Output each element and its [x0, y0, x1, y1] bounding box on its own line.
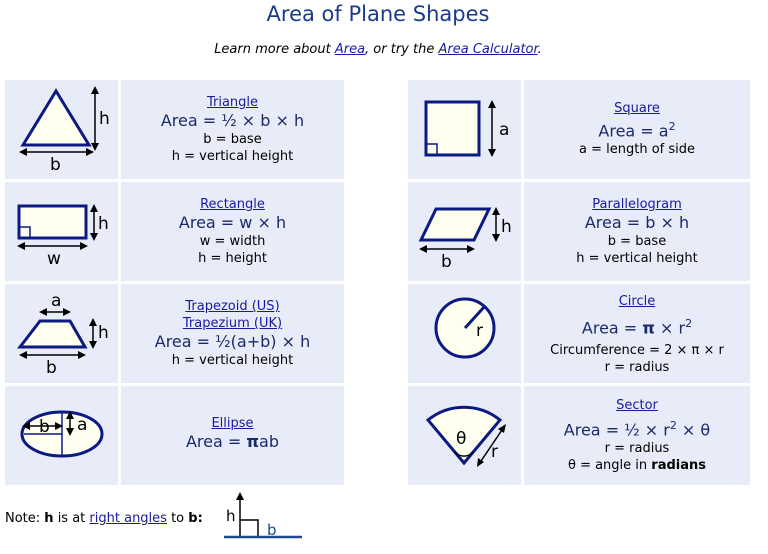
square-figure-cell — [408, 80, 521, 179]
ellipse-figure-cell — [5, 386, 118, 485]
circle-circumference: Circumference = 2 × π × r — [550, 343, 724, 359]
trapezoid-text-cell — [121, 284, 344, 383]
sector-text-cell — [524, 386, 750, 485]
rectangle-figure-cell — [5, 182, 118, 281]
h-label: h — [98, 323, 109, 343]
circle-formula-pre: Area = — [581, 318, 643, 338]
triangle-link[interactable]: Triangle — [206, 95, 259, 110]
parallelogram-link[interactable]: Parallelogram — [592, 197, 682, 212]
rectangle-icon — [5, 182, 118, 281]
circle-formula-post: × r — [654, 318, 686, 338]
circle-icon — [408, 284, 521, 383]
pi-symbol: π — [642, 318, 655, 338]
a-label: a — [77, 415, 88, 435]
sector-desc-radius: r = radius — [604, 441, 670, 457]
trapezium-link[interactable]: Trapezium (UK) — [182, 316, 283, 331]
rectangle-text-cell — [121, 182, 344, 281]
note — [5, 511, 203, 526]
square-desc-side: a = length of side — [579, 142, 695, 158]
h-label: h — [501, 217, 512, 237]
sector-icon — [408, 386, 521, 485]
note-fig-b-label: b — [267, 521, 277, 539]
circle-link[interactable]: Circle — [618, 294, 656, 309]
note-to: to — [166, 511, 189, 526]
ellipse-link[interactable]: Ellipse — [211, 416, 254, 431]
sector-formula — [524, 416, 750, 440]
h-label: h — [99, 109, 110, 129]
ellipse-icon — [5, 386, 118, 485]
parallelogram-desc-base: b = base — [607, 234, 667, 249]
a-label: a — [499, 120, 510, 140]
theta-label: θ — [456, 429, 467, 449]
r-label: r — [476, 321, 483, 341]
circle-figure-cell — [408, 284, 521, 383]
sector-formula-exponent: 2 — [669, 419, 677, 432]
parallelogram-desc-height: h = vertical height — [576, 251, 698, 266]
sector-formula-post: × θ — [676, 420, 711, 440]
ellipse-formula — [121, 432, 344, 452]
circle-text-cell — [524, 284, 750, 383]
sector-desc-angle-text: θ = angle in — [567, 458, 652, 474]
sector-formula-base: Area = ½ × r — [563, 420, 670, 440]
rectangle-desc-height: h = height — [198, 251, 267, 266]
trapezoid-link[interactable]: Trapezoid (US) — [185, 299, 280, 314]
triangle-desc-height: h = vertical height — [171, 149, 294, 164]
square-formula — [524, 117, 750, 141]
b-label: b — [50, 155, 61, 175]
sector-link[interactable]: Sector — [616, 398, 658, 413]
square-icon — [408, 80, 521, 179]
circle-formula-exponent: 2 — [685, 317, 693, 330]
ellipse-formula-pre: Area = — [185, 432, 247, 451]
square-text-cell — [524, 80, 750, 179]
sector-desc-angle — [524, 457, 750, 474]
note-prefix: Note: — [5, 511, 45, 526]
h-label: h — [98, 214, 109, 234]
r-label: r — [491, 442, 498, 462]
trapezoid-icon — [5, 284, 118, 383]
right-angle-icon — [222, 490, 304, 542]
a-label: a — [51, 291, 62, 311]
pi-symbol: π — [246, 432, 260, 451]
sector-desc-radians: radians — [651, 458, 706, 474]
ellipse-text-cell — [121, 386, 344, 485]
page-title: Area of Plane Shapes — [266, 2, 490, 26]
note-colon: : — [197, 511, 203, 526]
area-link[interactable]: Area — [334, 42, 366, 57]
sector-figure-cell — [408, 386, 521, 485]
parallelogram-icon — [408, 182, 521, 281]
trapezoid-figure-cell — [5, 284, 118, 383]
subtitle-text-mid: , or try the — [365, 42, 439, 57]
trapezoid-formula: Area = ½(a+b) × h — [154, 332, 311, 351]
square-link[interactable]: Square — [614, 101, 660, 116]
b-label: b — [39, 417, 50, 437]
area-calculator-link[interactable]: Area Calculator — [438, 42, 538, 57]
note-h: h — [44, 511, 54, 526]
square-formula-base: Area = a — [598, 121, 669, 141]
square-formula-exponent: 2 — [668, 120, 676, 133]
circle-formula — [524, 314, 750, 338]
w-label: w — [47, 249, 61, 269]
note-mid: is at — [53, 511, 90, 526]
right-angles-link[interactable]: right angles — [89, 511, 167, 526]
subtitle-text: Learn more about — [214, 42, 335, 57]
b-label: b — [441, 252, 452, 272]
triangle-formula: Area = ½ × b × h — [160, 111, 305, 130]
triangle-text-cell — [121, 80, 344, 179]
note-b: b — [188, 511, 198, 526]
triangle-desc-base: b = base — [203, 132, 262, 147]
trapezoid-desc-height: h = vertical height — [171, 353, 294, 368]
rectangle-link[interactable]: Rectangle — [200, 197, 265, 212]
ellipse-formula-post: ab — [259, 432, 280, 451]
note-fig-h-label: h — [226, 507, 236, 525]
rectangle-desc-width: w = width — [199, 234, 266, 249]
rectangle-formula: Area = w × h — [178, 213, 287, 232]
parallelogram-formula: Area = b × h — [584, 213, 690, 232]
subtitle — [0, 42, 756, 57]
parallelogram-figure-cell — [408, 182, 521, 281]
subtitle-text-end: . — [537, 42, 542, 57]
triangle-icon — [5, 80, 118, 179]
circle-desc-radius: r = radius — [604, 360, 670, 376]
parallelogram-text-cell — [524, 182, 750, 281]
b-label: b — [46, 358, 57, 378]
triangle-figure-cell — [5, 80, 118, 179]
